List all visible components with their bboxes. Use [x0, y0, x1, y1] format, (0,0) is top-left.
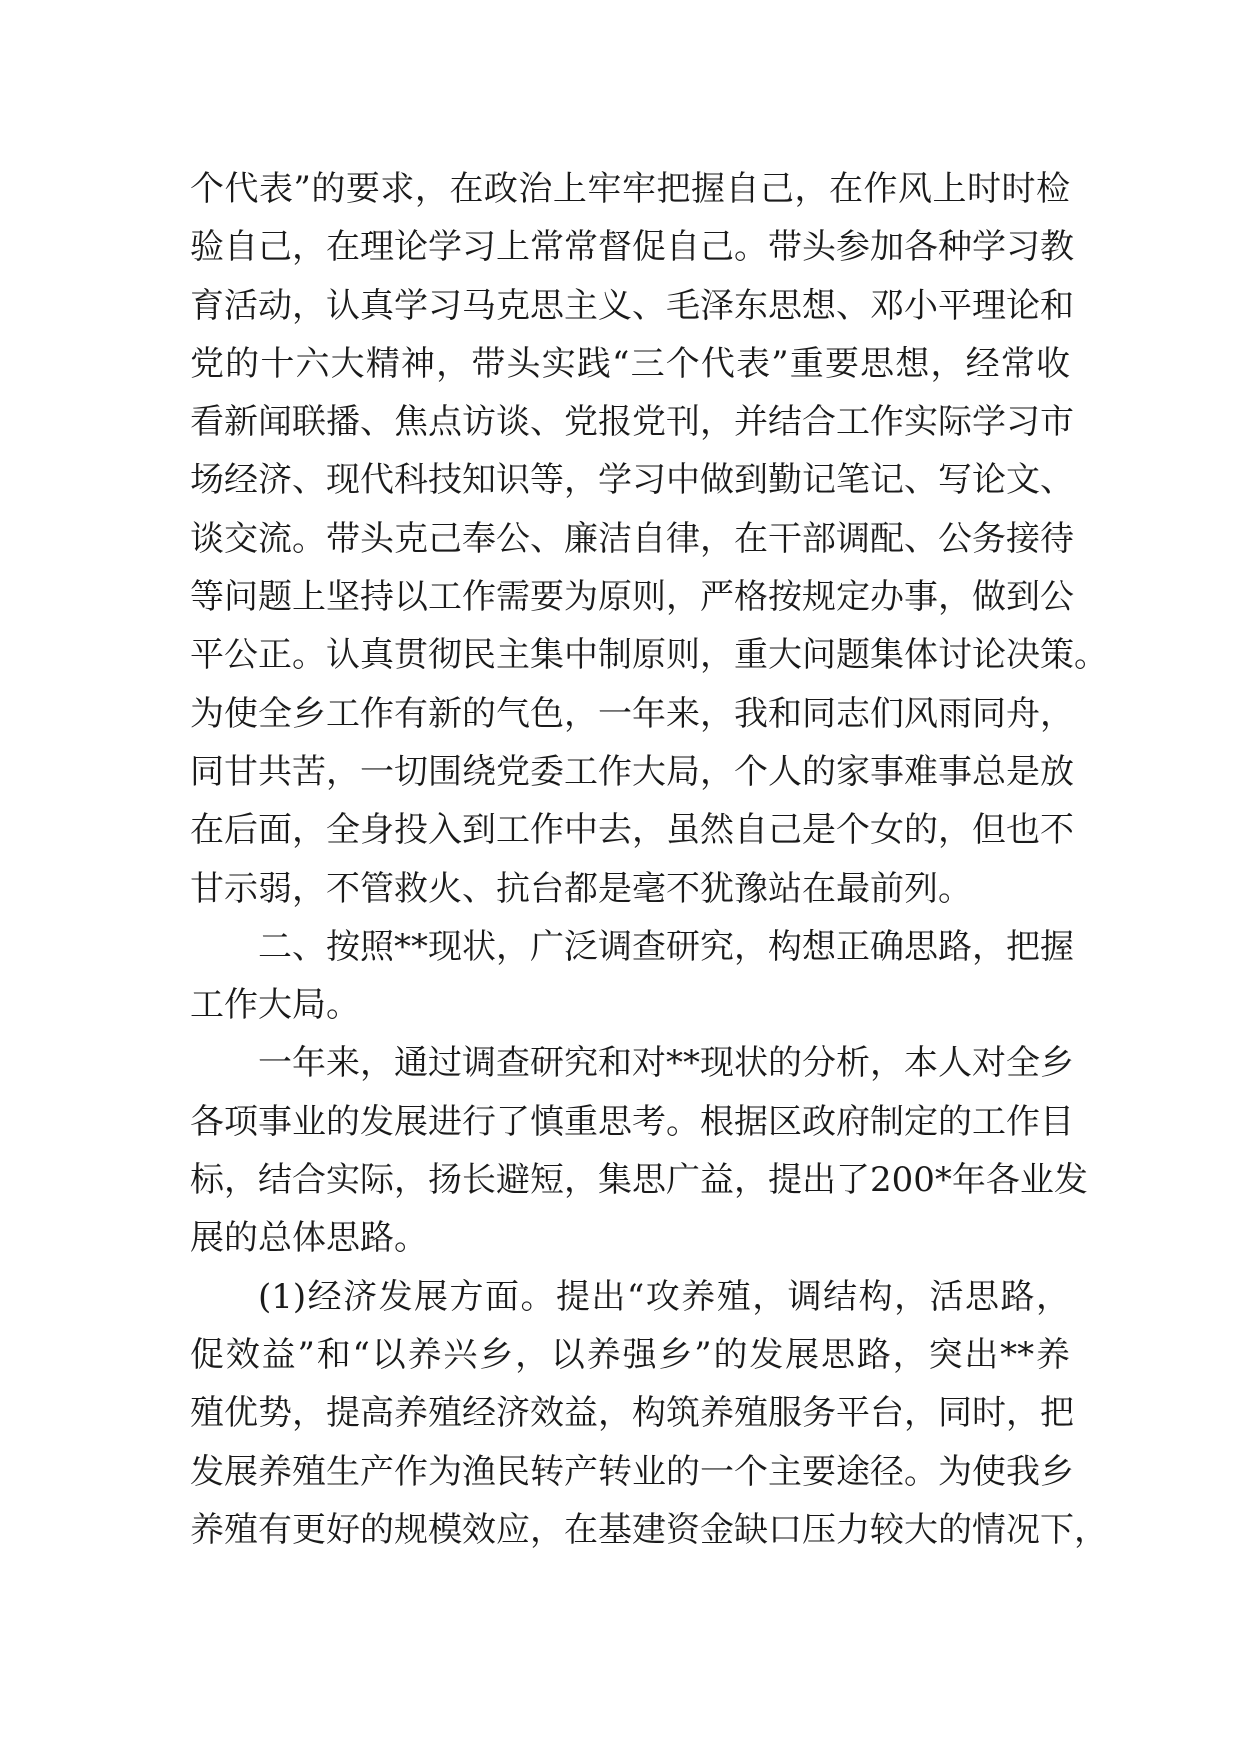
text-line: 促效益”和“以养兴乡，以养强乡”的发展思路，突出**养 [190, 1334, 1070, 1375]
text-line: 谈交流。带头克己奉公、廉洁自律，在干部调配、公务接待 [190, 518, 1074, 559]
text-line: 平公正。认真贯彻民主集中制原则，重大问题集体讨论决策。 [190, 635, 1108, 676]
body-text [190, 160, 1108, 1559]
text-line: 场经济、现代科技知识等，学习中做到勤记笔记、写论文、 [190, 460, 1074, 501]
text-line: 同甘共苦，一切围绕党委工作大局，个人的家事难事总是放 [190, 751, 1074, 792]
section-heading-cont: 工作大局。 [190, 985, 360, 1026]
subsection-item: (1)经济发展方面。提出“攻养殖，调结构，活思路， [258, 1276, 1070, 1317]
text-line: 各项事业的发展进行了慎重思考。根据区政府制定的工作目 [190, 1101, 1074, 1142]
text-line: 验自己，在理论学习上常常督促自己。带头参加各种学习教 [190, 227, 1074, 268]
text-line: 发展养殖生产作为渔民转产转业的一个主要途径。为使我乡 [190, 1451, 1074, 1492]
text-line: 个代表”的要求，在政治上牢牢把握自己，在作风上时时检 [190, 169, 1070, 209]
text-line: 在后面，全身投入到工作中去，虽然自己是个女的，但也不 [190, 810, 1074, 851]
text-line: 标，结合实际，扬长避短，集思广益，提出了200*年各业发 [190, 1160, 1088, 1201]
text-line: 甘示弱，不管救火、抗台都是毫不犹豫站在最前列。 [190, 868, 972, 909]
text-line: 等问题上坚持以工作需要为原则，严格按规定办事，做到公 [190, 577, 1074, 618]
text-line: 育活动，认真学习马克思主义、毛泽东思想、邓小平理论和 [190, 285, 1074, 326]
text-line: 殖优势，提高养殖经济效益，构筑养殖服务平台，同时，把 [190, 1393, 1074, 1434]
text-line: 看新闻联播、焦点访谈、党报党刊，并结合工作实际学习市 [190, 402, 1074, 443]
text-line: 养殖有更好的规模效应，在基建资金缺口压力较大的情况下， [190, 1509, 1108, 1550]
text-line: 为使全乡工作有新的气色，一年来，我和同志们风雨同舟， [190, 693, 1074, 734]
section-heading: 二、按照**现状，广泛调查研究，构想正确思路，把握 [258, 926, 1074, 967]
text-line: 党的十六大精神，带头实践“三个代表”重要思想，经常收 [190, 343, 1070, 384]
text-line: 展的总体思路。 [190, 1218, 428, 1259]
text-line: 一年来，通过调查研究和对**现状的分析，本人对全乡 [258, 1043, 1074, 1084]
